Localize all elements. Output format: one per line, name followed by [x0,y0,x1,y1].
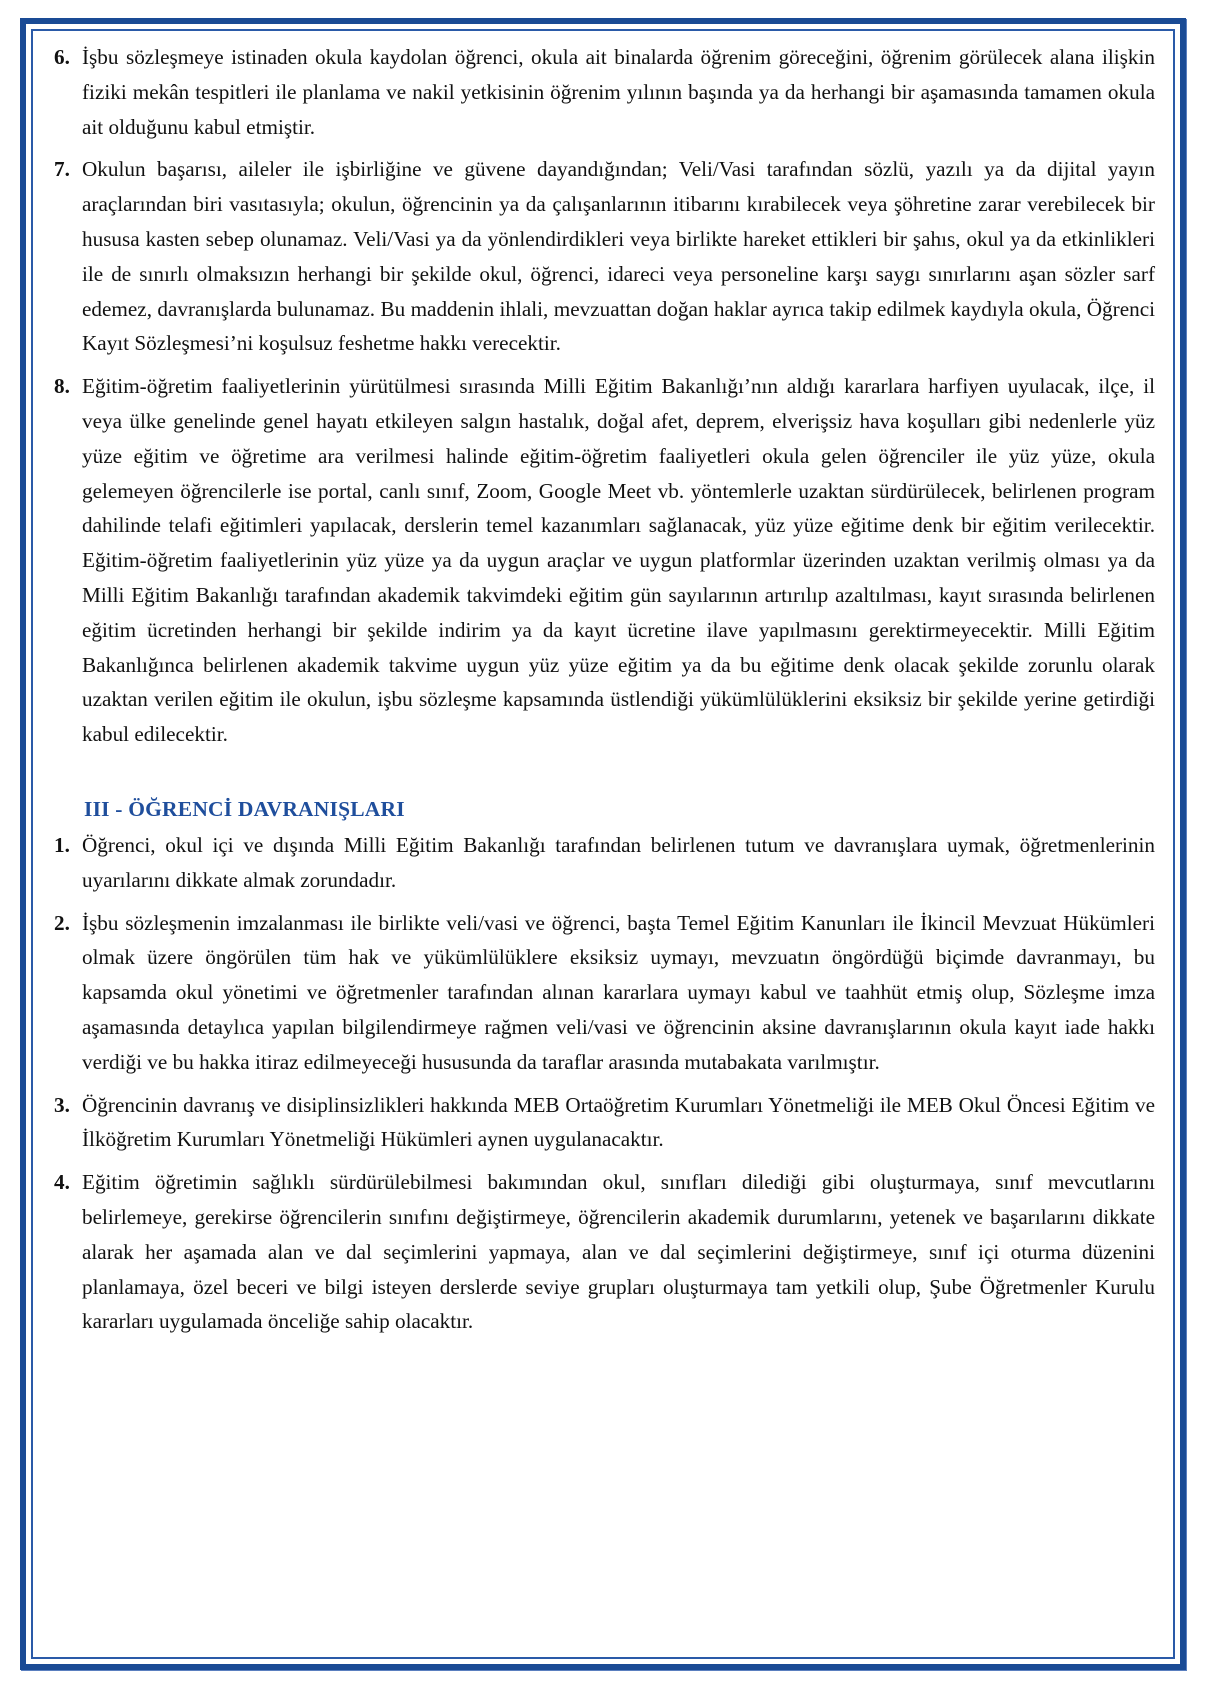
list-item-iii-1 [52,828,1155,898]
list-item-iii-3 [52,1088,1155,1158]
item-number: 3. [54,1092,70,1117]
section-heading-ogrenci-davranislari: III - ÖĞRENCİ DAVRANIŞLARI [84,796,405,821]
item-number: 1. [54,832,70,857]
list-item-ii-7 [52,152,1155,361]
list-item-iii-4 [52,1165,1155,1339]
item-text: Öğrenci, okul içi ve dışında Milli Eğitim Bakanlığı tarafından belirlenen tutum ve davranışlara uymak, öğretmenlerinin uyarılarını dikkate almak zorundadır. [82,832,1155,892]
item-number: 4. [54,1170,70,1195]
item-text: Okulun başarısı, aileler ile işbirliğine ve güvene dayandığından; Veli/Vasi tarafından sözlü, yazılı ya da dijital yayın araçlarından biri vasıtasıyla; okulun, öğrencinin ya da çalışanlarının itibarını kırabilecek veya şöhretine zarar verebilecek bir hususa kasten sebep olunamaz. Veli/Vasi ya da yönlendirdikleri veya birlikte hareket ettikleri bir şahıs, okul ya da etkinlikleri ile de sınırlı olmaksızın herhangi bir şekilde okul, öğrenci, idareci veya personeline karşı saygı sınırlarını aşan sözler sarf edemez, davranışlarda bulunamaz. Bu maddenin ihlali, mevzuattan doğan haklar ayrıca takip edilmek kaydıyla okula, Öğrenci Kayıt Sözleşmesi’ni koşulsuz feshetme hakkı verecektir. [82,157,1155,356]
list-item-ii-6 [52,40,1155,144]
item-number: 2. [54,910,70,935]
list-item-iii-2 [52,906,1155,1080]
item-text: Eğitim öğretimin sağlıklı sürdürülebilmesi bakımından okul, sınıfları dilediği gibi oluşturmaya, sınıf mevcutlarını belirlemeye, gerekirse öğrencilerin sınıfını değiştirmeye, öğrencilerin akademik durumlarını, yetenek ve başarılarını dikkate alarak her aşamada alan ve dal seçimlerini yapmaya, alan ve dal seçimlerini değiştirmeye, sınıf içi oturma düzenini planlamaya, özel beceri ve bilgi isteyen derslerde seviye grupları oluşturmaya tam yetkili olup, Şube Öğretmenler Kurulu kararları uygulamada önceliğe sahip olacaktır. [82,1170,1155,1334]
document-body [52,40,1155,1347]
item-text: Eğitim-öğretim faaliyetlerinin yürütülmesi sırasında Milli Eğitim Bakanlığı’nın aldığı kararlara harfiyen uyulacak, ilçe, il veya ülke genelinde genel hayatı etkileyen salgın hastalık, doğal afet, deprem, elverişsiz hava koşulları gibi nedenlerle yüz yüze eğitim ve öğretime ara verilmesi halinde eğitim-öğretim faaliyetleri okula gelen öğrenciler ile yüz yüze, okula gelemeyen öğrencilerle ise portal, canlı sınıf, Zoom, Google Meet vb. yöntemlerle uzaktan sürdürülecek, belirlenen program dahilinde telafi eğitimleri yapılacak, derslerin temel kazanımları sağlanacak, yüz yüze eğitime denk bir eğitim verilecektir. Eğitim-öğretim faaliyetlerinin yüz yüze ya da uygun araçlar ve uygun platformlar üzerinden uzaktan verilmiş olması ya da Milli Eğitim Bakanlığı tarafından akademik takvimdeki eğitim gün sayılarının artırılıp azaltılması, kayıt sırasında belirlenen eğitim ücretinden herhangi bir şekilde indirim ya da kayıt ücretine ilave yapılmasını gerektirmeyecektir. Milli Eğitim Bakanlığınca belirlenen akademik takvime uygun yüz yüze eğitim ya da bu eğitime denk olacak şekilde zorunlu olarak uzaktan verilen eğitim ile okulun, işbu sözleşme kapsamında üstlendiği yükümlülüklerini eksiksiz bir şekilde yerine getirdiği kabul edilecektir. [82,374,1155,747]
item-text: Öğrencinin davranış ve disiplinsizlikleri hakkında MEB Ortaöğretim Kurumları Yönetmeliği ile MEB Okul Öncesi Eğitim ve İlköğretim Kurumları Yönetmeliği Hükümleri aynen uygulanacaktır. [82,1092,1155,1152]
list-item-ii-8 [52,369,1155,752]
item-text: İşbu sözleşmeye istinaden okula kaydolan öğrenci, okula ait binalarda öğrenim göreceğini, öğrenim görülecek alana ilişkin fiziki mekân tespitleri ile planlama ve nakil yetkisinin öğrenim yılının başında ya da herhangi bir aşamasında tamamen okula ait olduğunu kabul etmiştir. [82,45,1155,139]
item-text: İşbu sözleşmenin imzalanması ile birlikte veli/vasi ve öğrenci, başta Temel Eğitim Kanunları ile İkincil Mevzuat Hükümleri olmak üzere öngörülen tüm hak ve yükümlülüklere eksiksiz uymayı, mevzuatın öngördüğü biçimde davranmayı, bu kapsamda okul yönetimi ve öğretmenler tarafından alınan kararlara uymayı kabul ve taahhüt etmiş olup, Sözleşme imza aşamasında detaylıca yapılan bilgilendirmeye rağmen veli/vasi ve öğrencinin aksine davranışlarının okula kayıt iade hakkı verdiği ve bu hakka itiraz edilmeyeceği hususunda da taraflar arasında mutabakata varılmıştır. [82,910,1155,1074]
item-number: 6. [54,45,70,69]
item-number: 8. [54,374,70,399]
item-number: 7. [54,157,70,182]
